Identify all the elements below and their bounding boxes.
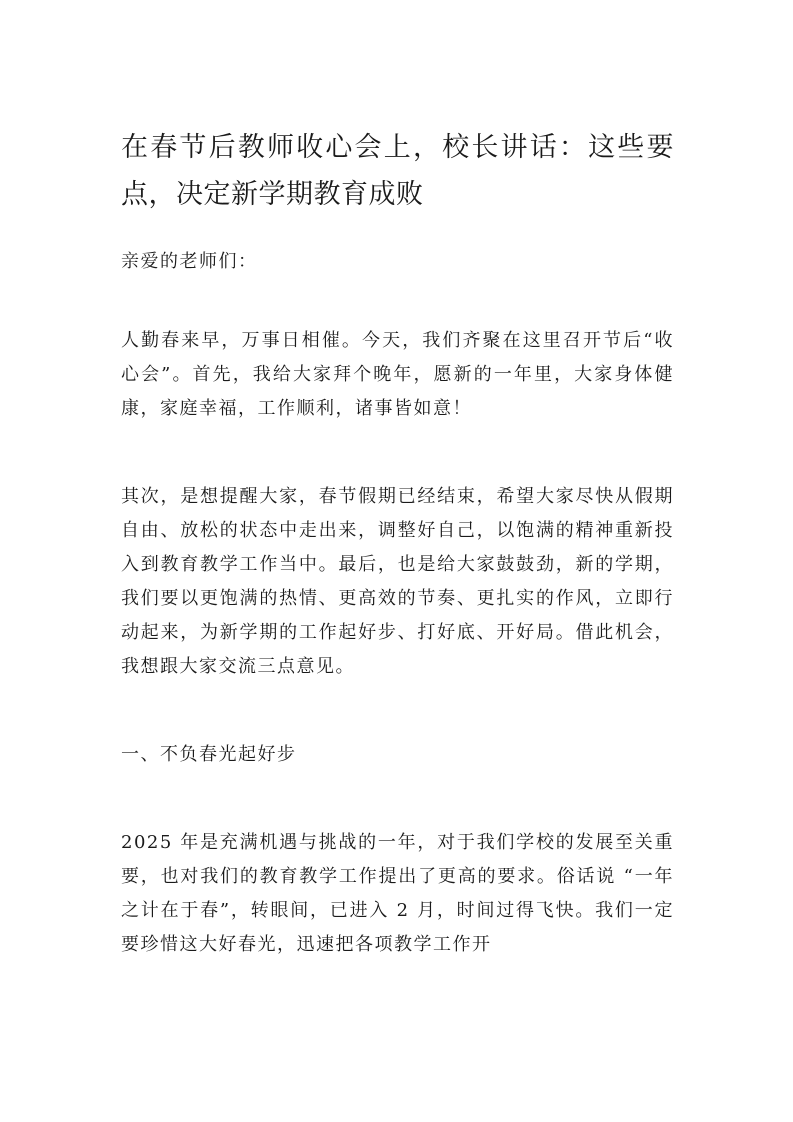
- document-page: [121, 124, 674, 962]
- greeting: 亲爱的老师们：: [121, 251, 258, 272]
- paragraph-opening: 人勤春来早，万事日相催。今天，我们齐聚在这里召开节后“收心会”。首先，我给大家拜个晚年，愿新的一年里，大家身体健康，家庭幸福，工作顺利，诸事皆如意！: [121, 330, 674, 419]
- paragraph-section-body: 2025 年是充满机遇与挑战的一年，对于我们学校的发展至关重要，也对我们的教育教学工作提出了更高的要求。俗话说 “一年之计在于春”，转眼间，已进入 2 月，时间过得飞快。我们一定要珍惜这大好春光，迅速把各项教学工作开: [121, 832, 674, 955]
- section-heading: 一、不负春光起好步: [121, 744, 297, 765]
- document-title: 在春节后教师收心会上，校长讲话：这些要点，决定新学期教育成败: [121, 132, 674, 210]
- paragraph-reminder: 其次，是想提醒大家，春节假期已经结束，希望大家尽快从假期自由、放松的状态中走出来，调整好自己，以饱满的精神重新投入到教育教学工作当中。最后，也是给大家鼓鼓劲，新的学期，我们要以更饱满的热情、更高效的节奏、更扎实的作风，立即行动起来，为新学期的工作起好步、打好底、开好局。借此机会，我想跟大家交流三点意见。: [121, 486, 674, 677]
